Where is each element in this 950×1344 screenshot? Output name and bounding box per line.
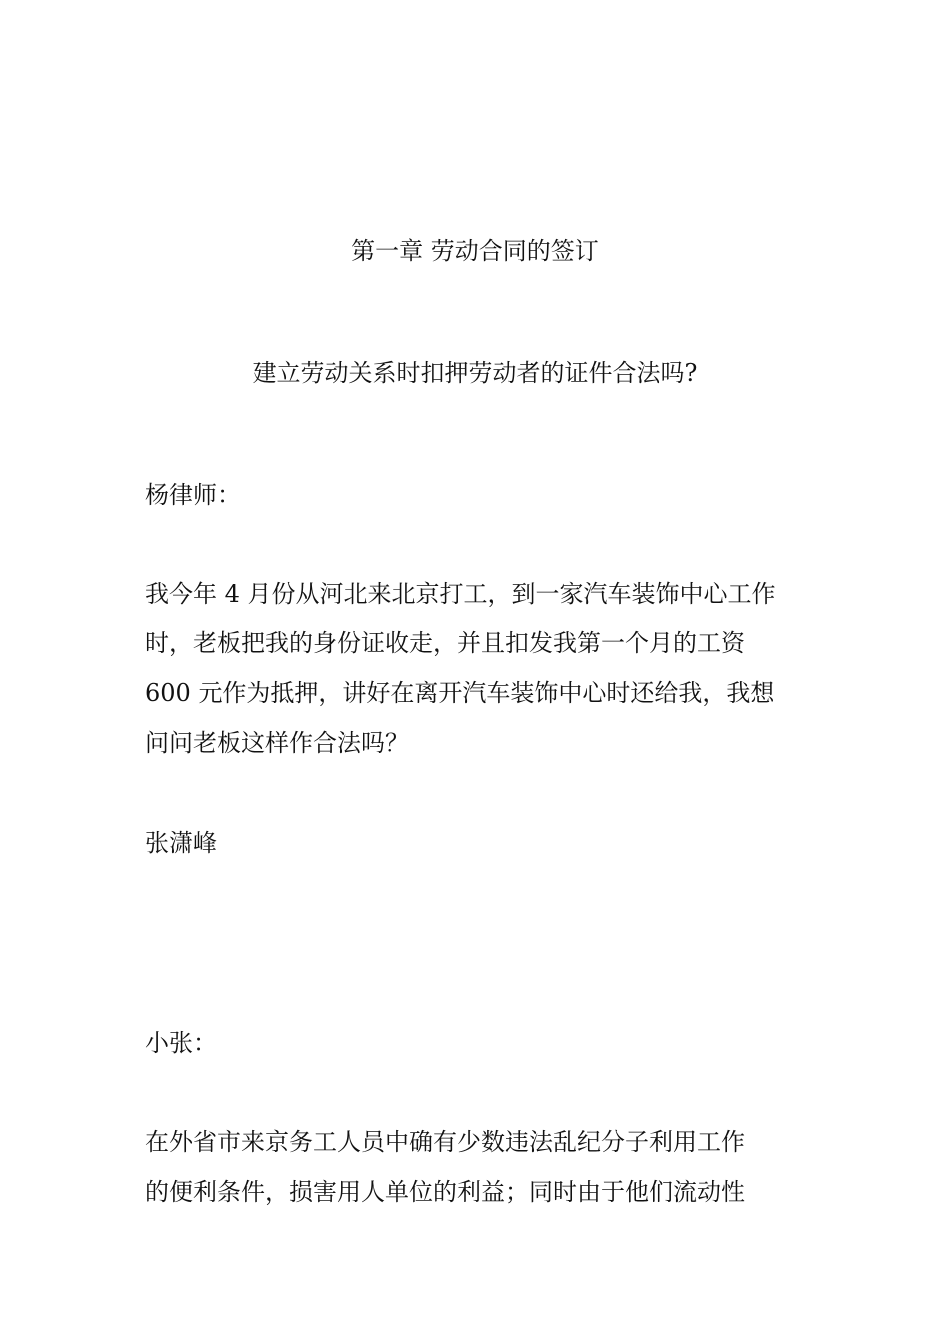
letter-body-line: 时，老板把我的身份证收走，并且扣发我第一个月的工资 [145,629,745,657]
letter-body-line: 问问老板这样作合法吗？ [145,729,409,757]
reply-body-line: 在外省市来京务工人员中确有少数违法乱纪分子利用工作 [145,1128,745,1156]
reply-salutation: 小张： [145,1029,217,1057]
question-title: 建立劳动关系时扣押劳动者的证件合法吗? [252,359,698,387]
reply-body-line: 的便利条件，损害用人单位的利益；同时由于他们流动性 [145,1178,745,1206]
letter-salutation: 杨律师： [145,481,241,509]
letter-signature: 张潇峰 [145,829,217,857]
chapter-title: 第一章 劳动合同的签订 [351,237,599,265]
letter-body-line: 我今年 4 月份从河北来北京打工，到一家汽车装饰中心工作 [145,580,776,608]
letter-body-line: 600 元作为抵押，讲好在离开汽车装饰中心时还给我，我想 [145,679,775,707]
